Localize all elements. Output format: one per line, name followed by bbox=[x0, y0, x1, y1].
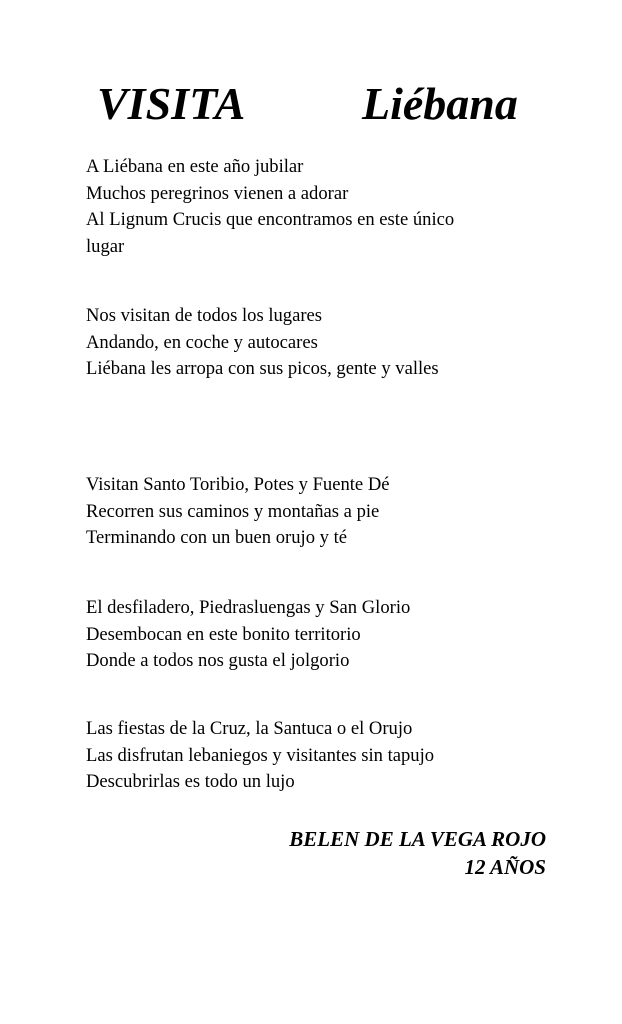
poem-line: Recorren sus caminos y montañas a pie bbox=[86, 500, 380, 522]
author-signature bbox=[289, 825, 546, 881]
author-age: 12 AÑOS bbox=[464, 855, 546, 879]
poem-title bbox=[97, 76, 542, 132]
stanza-4 bbox=[86, 595, 410, 675]
poem-line: El desfiladero, Piedrasluengas y San Glorio bbox=[86, 597, 411, 618]
author-name: BELEN DE LA VEGA ROJO bbox=[289, 827, 546, 851]
stanza-2 bbox=[86, 303, 439, 383]
poem-line: Donde a todos nos gusta el jolgorio bbox=[86, 650, 350, 671]
poem-line: Visitan Santo Toribio, Potes y Fuente Dé bbox=[86, 474, 390, 495]
poem-line: Andando, en coche y autocares bbox=[86, 331, 318, 353]
title-word-visita: VISITA bbox=[97, 78, 246, 129]
poem-line: Descubrirlas es todo un lujo bbox=[86, 771, 295, 792]
stanza-1 bbox=[86, 154, 454, 260]
poem-line: Las fiestas de la Cruz, la Santuca o el Orujo bbox=[86, 718, 413, 739]
stanza-5 bbox=[86, 716, 434, 796]
poem-line: lugar bbox=[86, 235, 125, 257]
title-word-liebana: Liébana bbox=[362, 78, 518, 129]
poem-line: Liébana les arropa con sus picos, gente y valles bbox=[86, 358, 439, 379]
poem-line: A Liébana en este año jubilar bbox=[86, 156, 304, 177]
stanza-3 bbox=[86, 472, 390, 552]
poem-line: Nos visitan de todos los lugares bbox=[86, 305, 323, 326]
poem-line: Desembocan en este bonito territorio bbox=[86, 623, 361, 645]
poem-line: Muchos peregrinos vienen a adorar bbox=[86, 182, 349, 204]
poem-line: Las disfrutan lebaniegos y visitantes sin tapujo bbox=[86, 744, 435, 766]
poem-line: Al Lignum Crucis que encontramos en este único bbox=[86, 209, 455, 230]
poem-line: Terminando con un buen orujo y té bbox=[86, 527, 348, 548]
